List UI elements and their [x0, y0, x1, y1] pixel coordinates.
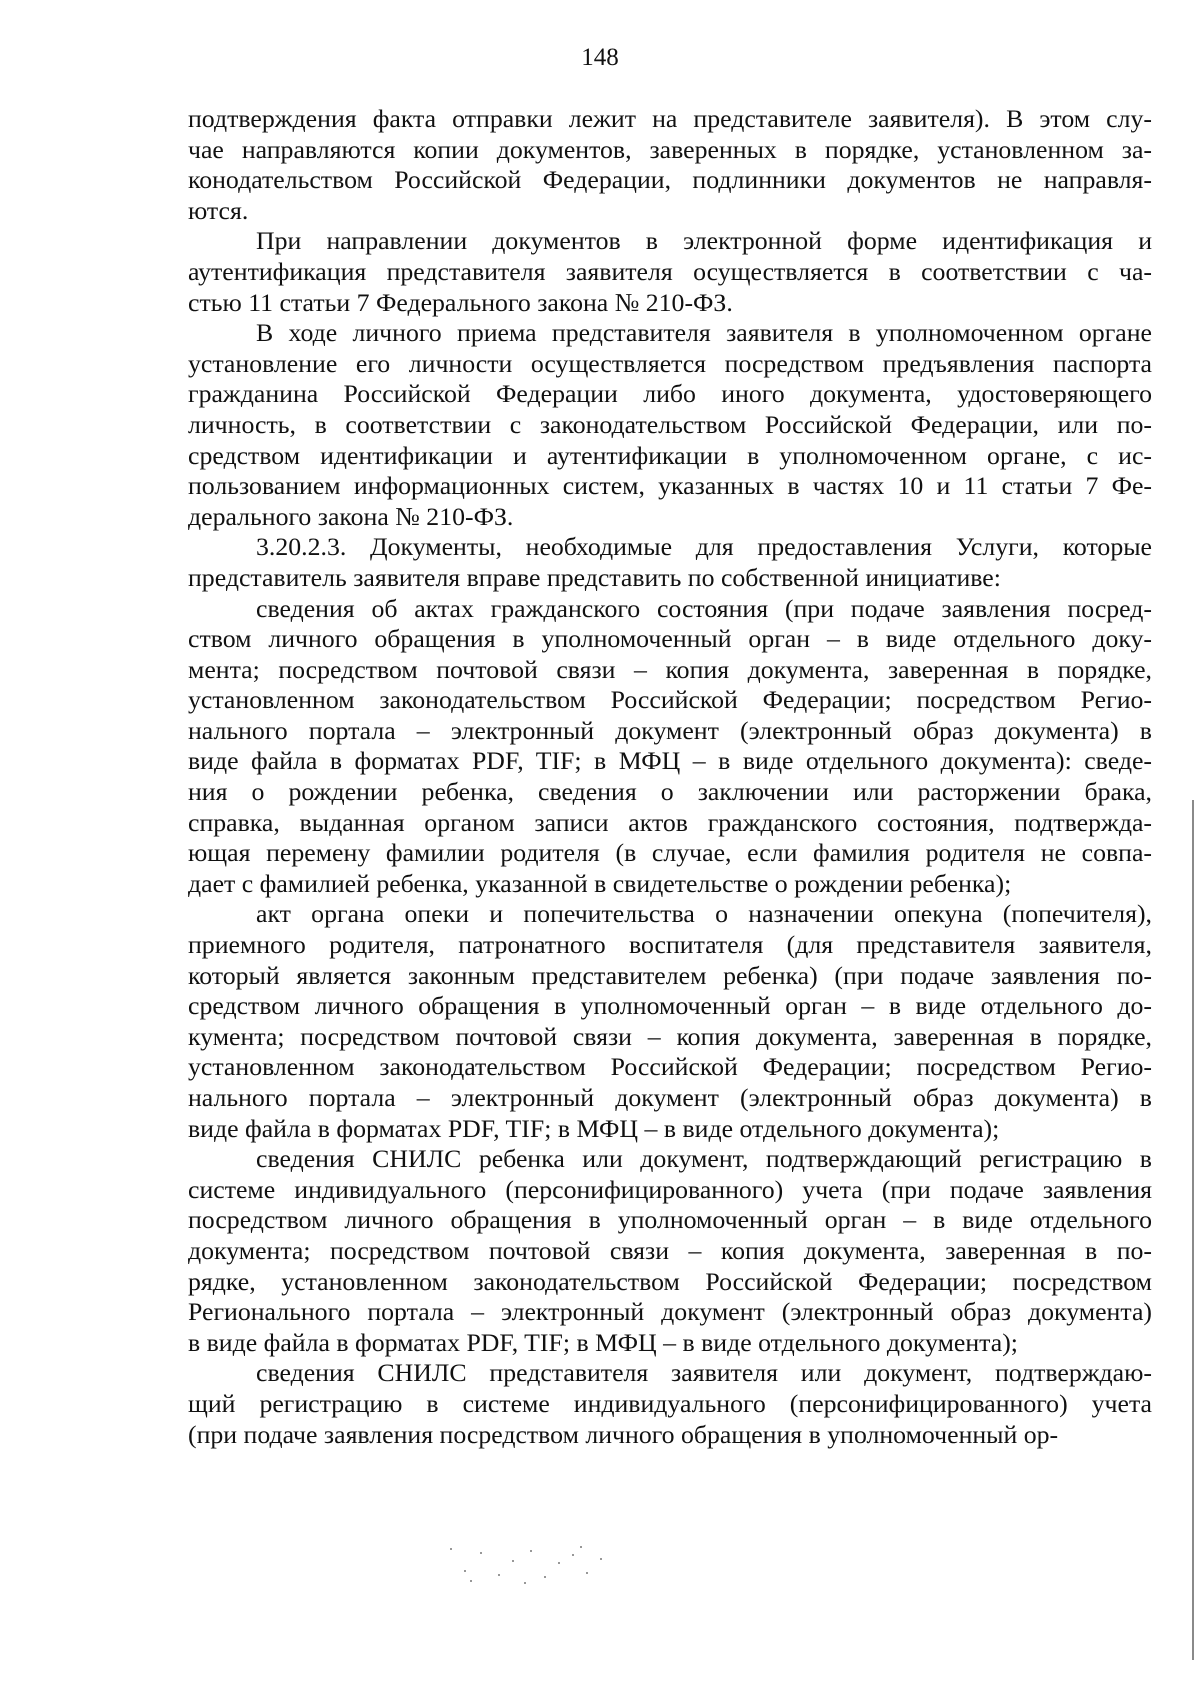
- paragraph: [188, 104, 1152, 226]
- text-line: средством идентификации и аутентификации в уполномоченном органе, с ис-: [188, 440, 1152, 470]
- text-line: В ходе личного приема представителя заявителя в уполномоченном органе: [256, 318, 1152, 348]
- text-line: который является законным представителем ребенка) (при подаче заявления по-: [188, 960, 1152, 990]
- text-line: ния о рождении ребенка, сведения о заключении или расторжении брака,: [188, 777, 1152, 807]
- text-line: стью 11 статьи 7 Федерального закона № 210-ФЗ.: [188, 287, 733, 317]
- text-line: сведения СНИЛС ребенка или документ, подтверждающий регистрацию в: [256, 1144, 1152, 1174]
- text-line: ством личного обращения в уполномоченный орган – в виде отдельного доку-: [188, 624, 1152, 654]
- paragraph: [188, 594, 1152, 900]
- text-line: сведения СНИЛС представителя заявителя или документ, подтверждаю-: [256, 1358, 1152, 1388]
- text-line: сведения об актах гражданского состояния (при подаче заявления посред-: [256, 593, 1152, 623]
- text-line: виде файла в форматах PDF, TIF; в МФЦ – в виде отдельного документа): сведе-: [188, 746, 1152, 776]
- text-line: установление его личности осуществляется посредством предъявления паспорта: [188, 348, 1152, 378]
- scan-speck: [498, 1574, 500, 1576]
- scan-speck: [464, 1570, 466, 1572]
- text-line: При направлении документов в электронной форме идентификация и: [256, 226, 1152, 256]
- scan-speck: [572, 1554, 574, 1556]
- text-line: средством личного обращения в уполномоченный орган – в виде отдельного до-: [188, 991, 1152, 1021]
- text-line: рядке, установленном законодательством Российской Федерации; посредством: [188, 1266, 1152, 1296]
- text-line: личность, в соответствии с законодательством Российской Федерации, или по-: [188, 409, 1152, 439]
- text-line: аутентификация представителя заявителя осуществляется в соответствии с ча-: [188, 256, 1152, 286]
- text-line: ются.: [188, 195, 249, 225]
- text-line: 3.20.2.3. Документы, необходимые для предоставления Услуги, которые: [256, 532, 1152, 562]
- text-line: дерального закона № 210-ФЗ.: [188, 501, 514, 531]
- text-line: установленном законодательством Российской Федерации; посредством Регио-: [188, 685, 1152, 715]
- paragraph: [188, 899, 1152, 1144]
- paragraph: [188, 1358, 1152, 1450]
- text-line: системе индивидуального (персонифицированного) учета (при подаче заявления: [188, 1174, 1152, 1204]
- text-line: нального портала – электронный документ (электронный образ документа) в: [188, 1083, 1152, 1112]
- text-line: посредством личного обращения в уполномоченный орган – в виде отдельного: [188, 1205, 1152, 1235]
- text-line: гражданина Российской Федерации либо иного документа, удостоверяющего: [188, 379, 1152, 409]
- scan-noise: [440, 1540, 620, 1588]
- text-line: подтверждения факта отправки лежит на представителе заявителя). В этом слу-: [188, 104, 1152, 133]
- scan-speck: [470, 1580, 472, 1582]
- scan-speck: [450, 1548, 452, 1550]
- text-line: пользованием информационных систем, указанных в частях 10 и 11 статьи 7 Фе-: [188, 471, 1152, 501]
- scan-speck: [600, 1558, 602, 1560]
- text-line: конодательством Российской Федерации, подлинники документов не направля-: [188, 165, 1152, 195]
- scan-speck: [480, 1552, 482, 1554]
- text-line: справка, выданная органом записи актов гражданского состояния, подтвержда-: [188, 807, 1152, 837]
- text-line: кумента; посредством почтовой связи – копия документа, заверенная в порядке,: [188, 1021, 1152, 1051]
- text-line: в виде файла в форматах PDF, TIF; в МФЦ – в виде отдельного документа);: [188, 1327, 1018, 1357]
- scan-speck: [530, 1550, 532, 1552]
- text-line: представитель заявителя вправе представить по собственной инициативе:: [188, 562, 1001, 592]
- text-line: установленном законодательством Российской Федерации; посредством Регио-: [188, 1052, 1152, 1082]
- text-line: щий регистрацию в системе индивидуального (персонифицированного) учета: [188, 1388, 1152, 1418]
- scan-speck: [580, 1546, 582, 1548]
- scan-edge-line: [1192, 800, 1194, 1660]
- text-line: ющая перемену фамилии родителя (в случае, если фамилия родителя не совпа-: [188, 838, 1152, 868]
- body-text: [188, 104, 1152, 1450]
- text-line: (при подаче заявления посредством личного обращения в уполномоченный ор-: [188, 1419, 1059, 1449]
- scan-speck: [586, 1572, 588, 1574]
- scan-speck: [544, 1576, 546, 1578]
- text-line: нального портала – электронный документ (электронный образ документа) в: [188, 715, 1152, 745]
- text-line: виде файла в форматах PDF, TIF; в МФЦ – в виде отдельного документа);: [188, 1113, 1000, 1143]
- text-line: акт органа опеки и попечительства о назначении опекуна (попечителя),: [256, 899, 1152, 929]
- text-line: приемного родителя, патронатного воспитателя (для представителя заявителя,: [188, 930, 1152, 960]
- page-number: 148: [581, 44, 619, 71]
- text-line: Регионального портала – электронный документ (электронный образ документа): [188, 1297, 1152, 1327]
- text-line: мента; посредством почтовой связи – копия документа, заверенная в порядке,: [188, 654, 1152, 684]
- text-line: документа; посредством почтовой связи – копия документа, заверенная в по-: [188, 1235, 1152, 1265]
- paragraph: [188, 318, 1152, 532]
- paragraph: [188, 226, 1152, 318]
- text-line: дает с фамилией ребенка, указанной в свидетельстве о рождении ребенка);: [188, 868, 1012, 898]
- scan-speck: [512, 1560, 514, 1562]
- scan-speck: [558, 1562, 560, 1564]
- paragraph: [188, 532, 1152, 593]
- paragraph: [188, 1144, 1152, 1358]
- text-line: чае направляются копии документов, заверенных в порядке, установленном за-: [188, 134, 1152, 164]
- scan-speck: [524, 1582, 526, 1584]
